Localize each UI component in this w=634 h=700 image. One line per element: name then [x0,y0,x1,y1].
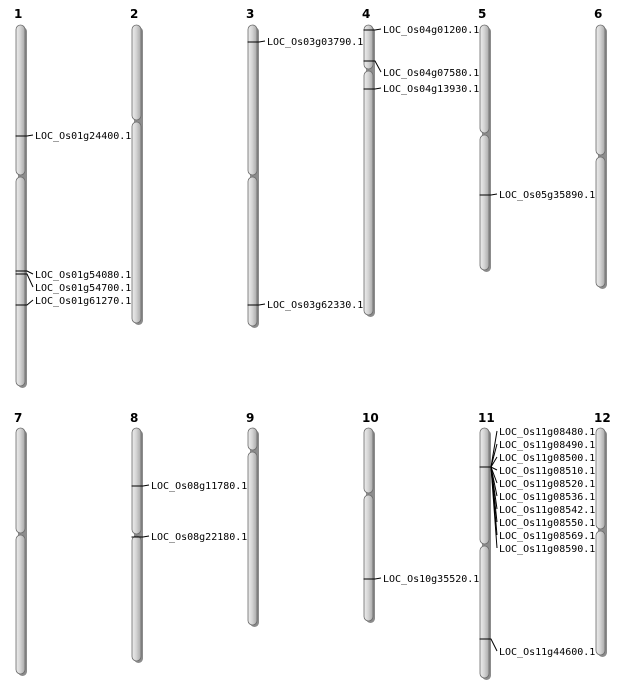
gene-marker [364,574,480,585]
gene-marker [364,84,480,95]
chromosome-number: 8 [130,411,139,425]
gene-label: LOC_Os11g44600.1 [499,647,596,658]
chromosome-number: 7 [14,411,23,425]
chromosome-lower-arm [364,71,373,315]
chromosome-lower-arm [480,135,489,270]
gene-label: LOC_Os11g08480.1 [499,427,596,438]
gene-label: LOC_Os01g24400.1 [35,131,132,142]
gene-label: LOC_Os05g35890.1 [499,190,596,201]
chromosome-number: 4 [362,7,371,21]
chromosome-lower-arm [16,535,25,674]
gene-label: LOC_Os11g08520.1 [499,479,596,490]
chromosome-lower-arm [132,536,141,661]
gene-label: LOC_Os04g07580.1 [383,68,480,79]
gene-marker [480,190,596,201]
gene-label: LOC_Os10g35520.1 [383,574,480,585]
chromosome-5 [478,7,595,272]
gene-label: LOC_Os04g13930.1 [383,84,480,95]
gene-label: LOC_Os08g11780.1 [151,481,248,492]
gene-label: LOC_Os11g08550.1 [499,518,596,529]
chromosome-lower-arm [596,531,605,655]
chromosome-number: 5 [478,7,487,21]
gene-marker [132,481,248,492]
gene-marker [248,37,364,48]
gene-label: LOC_Os11g08569.1 [499,531,596,542]
gene-label: LOC_Os11g08536.1 [499,492,596,503]
chromosome-upper-arm [16,25,25,175]
gene-label: LOC_Os11g08590.1 [499,544,596,555]
gene-label: LOC_Os11g08500.1 [499,453,596,464]
gene-marker [16,296,132,307]
chromosome-10 [362,411,479,623]
chromosome-7 [14,411,27,676]
chromosome-lower-arm [480,546,489,678]
chromosome-1 [14,7,131,388]
gene-label: LOC_Os03g62330.1 [267,300,364,311]
gene-label: LOC_Os01g54080.1 [35,270,132,281]
gene-label: LOC_Os01g61270.1 [35,296,132,307]
chromosome-2 [130,7,143,325]
chromosome-upper-arm [132,428,141,534]
chromosome-upper-arm [248,428,257,450]
chromosome-upper-arm [132,25,141,120]
chromosome-upper-arm [480,25,489,133]
chromosome-number: 10 [362,411,379,425]
chromosome-lower-arm [248,177,257,326]
chromosome-upper-arm [596,428,605,529]
chromosome-9 [246,411,259,627]
chromosome-11 [478,411,595,680]
chromosome-number: 2 [130,7,139,21]
chromosome-lower-arm [364,495,373,621]
gene-marker [248,300,364,311]
chromosome-4 [362,7,479,317]
chromosome-number: 11 [478,411,495,425]
gene-label: LOC_Os03g03790.1 [267,37,364,48]
chromosome-upper-arm [364,25,373,69]
chromosome-lower-arm [16,177,25,386]
gene-marker [480,466,596,477]
chromosome-3 [246,7,363,328]
gene-marker [364,25,480,36]
chromosome-upper-arm [364,428,373,493]
chromosome-number: 9 [246,411,255,425]
chromosome-number: 3 [246,7,255,21]
gene-label: LOC_Os08g22180.1 [151,532,248,543]
gene-marker [132,532,248,543]
gene-marker [16,270,132,281]
gene-marker [480,453,596,467]
chromosome-upper-arm [596,25,605,155]
gene-label: LOC_Os11g08542.1 [499,505,596,516]
gene-label: LOC_Os11g08510.1 [499,466,596,477]
chromosome-8 [130,411,247,663]
gene-label: LOC_Os11g08490.1 [499,440,596,451]
chromosome-upper-arm [16,428,25,533]
gene-marker [16,131,132,142]
chromosome-upper-arm [480,428,489,544]
chromosome-6 [594,7,607,289]
chromosome-12 [594,411,611,657]
chromosome-lower-arm [132,122,141,323]
gene-marker [364,61,480,79]
gene-label: LOC_Os01g54700.1 [35,283,132,294]
chromosome-number: 12 [594,411,611,425]
chromosome-upper-arm [248,25,257,175]
chromosome-number: 6 [594,7,603,21]
chromosome-number: 1 [14,7,23,21]
gene-marker [480,639,596,658]
gene-label: LOC_Os04g01200.1 [383,25,480,36]
chromosome-lower-arm [248,452,257,625]
chromosome-lower-arm [596,157,605,287]
